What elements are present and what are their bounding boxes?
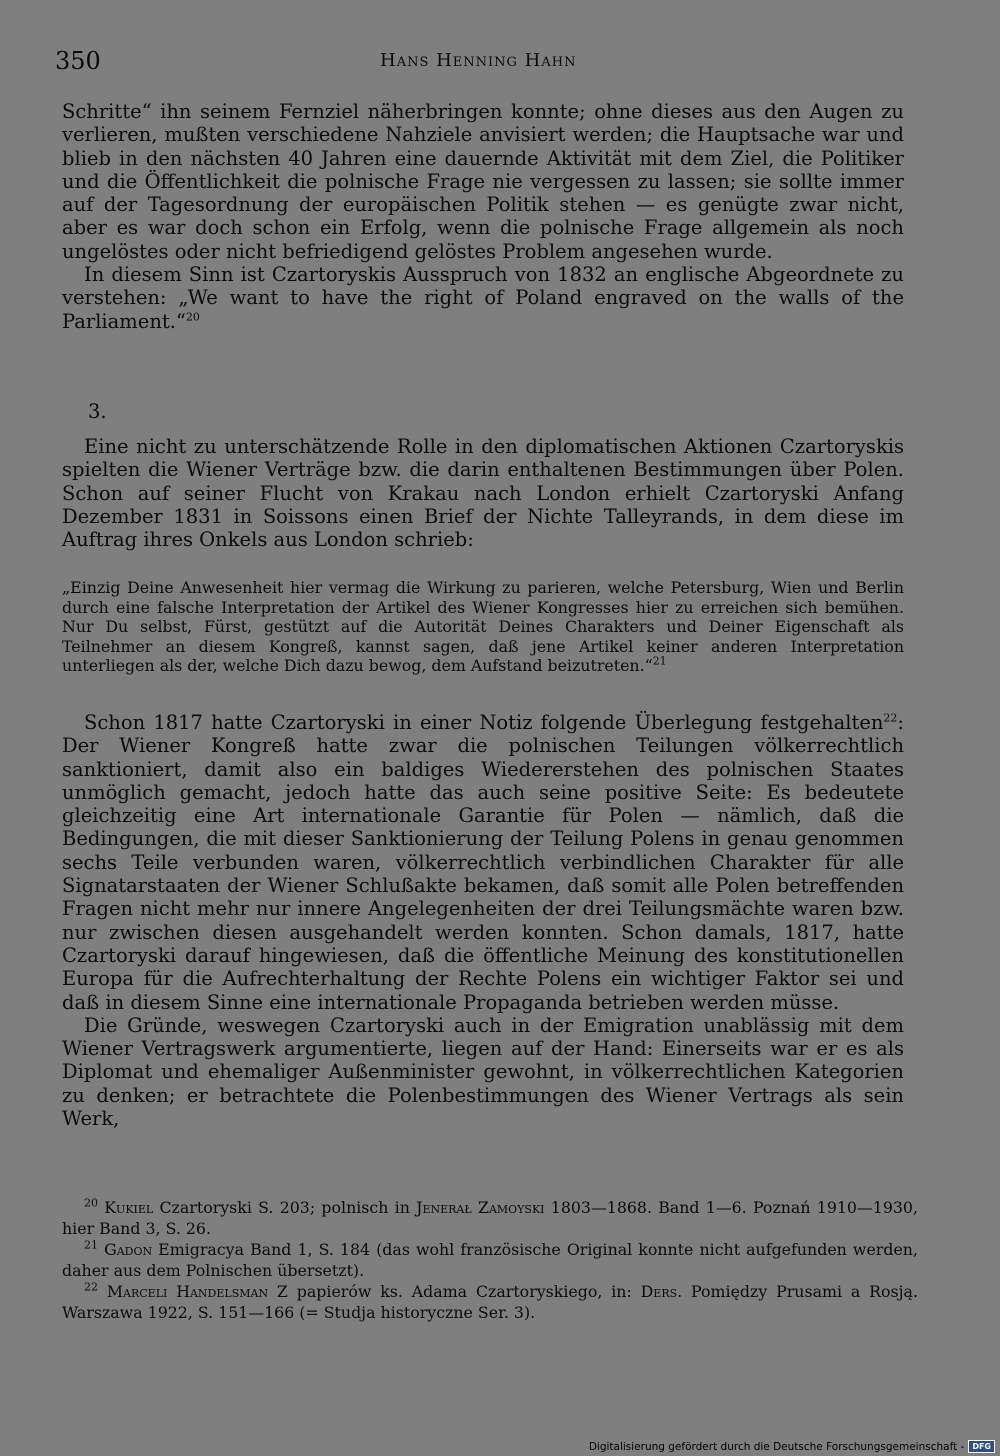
footnote-author: Gadon bbox=[104, 1240, 153, 1259]
footnote-text: Czartoryski S. 203; polnisch in bbox=[153, 1198, 417, 1217]
footnote-text: Z papierów ks. Adama Czartoryskiego, in: bbox=[268, 1282, 641, 1301]
section-1-body bbox=[62, 100, 904, 333]
quote-text: „Einzig Deine Anwesenheit hier vermag die Wirkung zu parieren, welche Petersburg, Wien und Berlin durch eine falsche Interpretation der Artikel des Wiener Kongresses hier zu erreichen sich bemühen. Nur Du selbst, Fürst, gestützt auf die Autorität Deines Charakters und Deiner Eigenschaft als Teilnehmer an diesem Kongreß, kannst sagen, daß jene Artikel keiner anderen Interpretation unterliegen als der, welche Dich dazu bewog, dem Aufstand beizutreten.“ bbox=[62, 578, 904, 675]
footnote-text: Emigracya Band 1, S. 184 (das wohl französische Original konnte nicht aufgefunden werden, daher aus dem Polnischen übersetzt). bbox=[62, 1240, 918, 1280]
footnote-22 bbox=[62, 1282, 918, 1323]
credit-text: Digitalisierung gefördert durch die Deutsche Forschungsgemeinschaft - bbox=[588, 1440, 965, 1453]
footnotes bbox=[62, 1198, 918, 1324]
footnote-author: Kukiel bbox=[104, 1198, 154, 1217]
section-3-body bbox=[62, 711, 904, 1130]
paragraph bbox=[62, 263, 904, 333]
footnote-20 bbox=[62, 1198, 918, 1239]
footnote-number: 22 bbox=[84, 1280, 98, 1294]
footnote-21 bbox=[62, 1240, 918, 1281]
paragraph bbox=[62, 711, 904, 1014]
paragraph: Die Gründe, weswegen Czartoryski auch in der Emigration unablässig mit dem Wiener Vertragswerk argumentierte, liegen auf der Hand: Einerseits war er es als Diplomat und ehemaliger Außenminister gewohnt, in völkerrechtlichen Kategorien zu denken; er betrachtete die Polenbestimmungen des Wiener Vertrags als sein Werk, bbox=[62, 1013, 904, 1131]
footnote-number: 21 bbox=[84, 1238, 98, 1252]
section-number: 3. bbox=[88, 400, 107, 423]
dfg-logo-icon: DFG bbox=[968, 1440, 995, 1453]
running-head: Hans Henning Hahn bbox=[380, 50, 577, 71]
paragraph-text: In diesem Sinn ist Czartoryskis Ausspruch von 1832 an englische Abgeordnete zu verstehen: „We want to have the right of Poland engraved on the walls of the Parliament.“ bbox=[62, 263, 904, 333]
footnote-ref-20: 20 bbox=[185, 310, 200, 324]
paragraph-text: Schon 1817 hatte Czartoryski in einer Notiz folgende Überlegung festgehalten bbox=[84, 711, 884, 734]
paragraph: Eine nicht zu unterschätzende Rolle in den diplomatischen Aktionen Czartoryskis spielten die Wiener Verträge bzw. die darin enthaltenen Bestimmungen über Polen. Schon auf seiner Flucht von Krakau nach London erhielt Czartoryski Anfang Dezember 1831 in Soissons einen Brief der Nichte Talleyrands, in dem diese im Auftrag ihres Onkels aus London schrieb: bbox=[62, 435, 904, 552]
footnote-ref-21: 21 bbox=[652, 654, 667, 668]
section-2-body bbox=[62, 435, 904, 551]
footnote-text: Pomiędzy Prusami a Rosją. Warszawa 1922, S. 151—166 (= Studja historyczne Ser. 3). bbox=[62, 1282, 918, 1322]
page-number: 350 bbox=[55, 47, 101, 75]
paragraph: Schritte“ ihn seinem Fernziel näherbringen konnte; ohne dieses aus den Augen zu verlieren, mußten verschiedene Nahziele anvisiert werden; die Hauptsache war und blieb in den nächsten 40 Jahren eine dauernde Aktivität mit dem Ziel, die Politiker und die Öffentlichkeit die polnische Frage nie vergessen zu lassen; sie sollte immer auf der Tagesordnung der europäischen Politik stehen — es genügte zwar nicht, aber es war doch schon ein Erfolg, wenn die polnische Frage allgemein als noch ungelöstes oder nicht befriedigend gelöstes Problem angesehen wurde. bbox=[62, 100, 904, 263]
footnote-text: 1803—1868. Band 1—6. Poznań 1910—1930, hier Band 3, S. 26. bbox=[62, 1198, 918, 1238]
footnote-author: Jenerał Zamoyski bbox=[416, 1198, 545, 1217]
footnote-ref-22: 22 bbox=[883, 711, 898, 725]
footnote-author: Marceli Handelsman bbox=[106, 1282, 269, 1301]
digitization-credit bbox=[589, 1440, 995, 1453]
footnote-author: Ders. bbox=[640, 1282, 683, 1301]
footnote-number: 20 bbox=[84, 1196, 98, 1210]
block-quote bbox=[62, 578, 904, 676]
paragraph-text: : Der Wiener Kongreß hatte zwar die polnischen Teilungen völkerrechtlich sanktioniert, damit also ein baldiges Wiedererstehen des polnischen Staates unmöglich gemacht, jedoch hatte das auch seine positive Seite: Es bedeutete gleichzeitig eine Art internationale Garantie für Polen — nämlich, daß die Bedingungen, die mit dieser Sanktionierung der Teilung Polens in genau genommen sechs Teile verbunden waren, völkerrechtlich verbindlichen Charakter für alle Signatarstaaten der Wiener Schlußakte bekamen, daß somit alle Polen betreffenden Fragen nicht mehr nur innere Angelegenheiten der drei Teilungsmächte waren bzw. nur zwischen diesen ausgehandelt werden konnten. Schon damals, 1817, hatte Czartoryski darauf hingewiesen, daß die öffentliche Meinung des konstitutionellen Europa für die Aufrechterhaltung der Rechte Polens ein wichtiger Faktor sei und daß in diesem Sinne eine internationale Propaganda betrieben werden müsse. bbox=[62, 711, 904, 1014]
